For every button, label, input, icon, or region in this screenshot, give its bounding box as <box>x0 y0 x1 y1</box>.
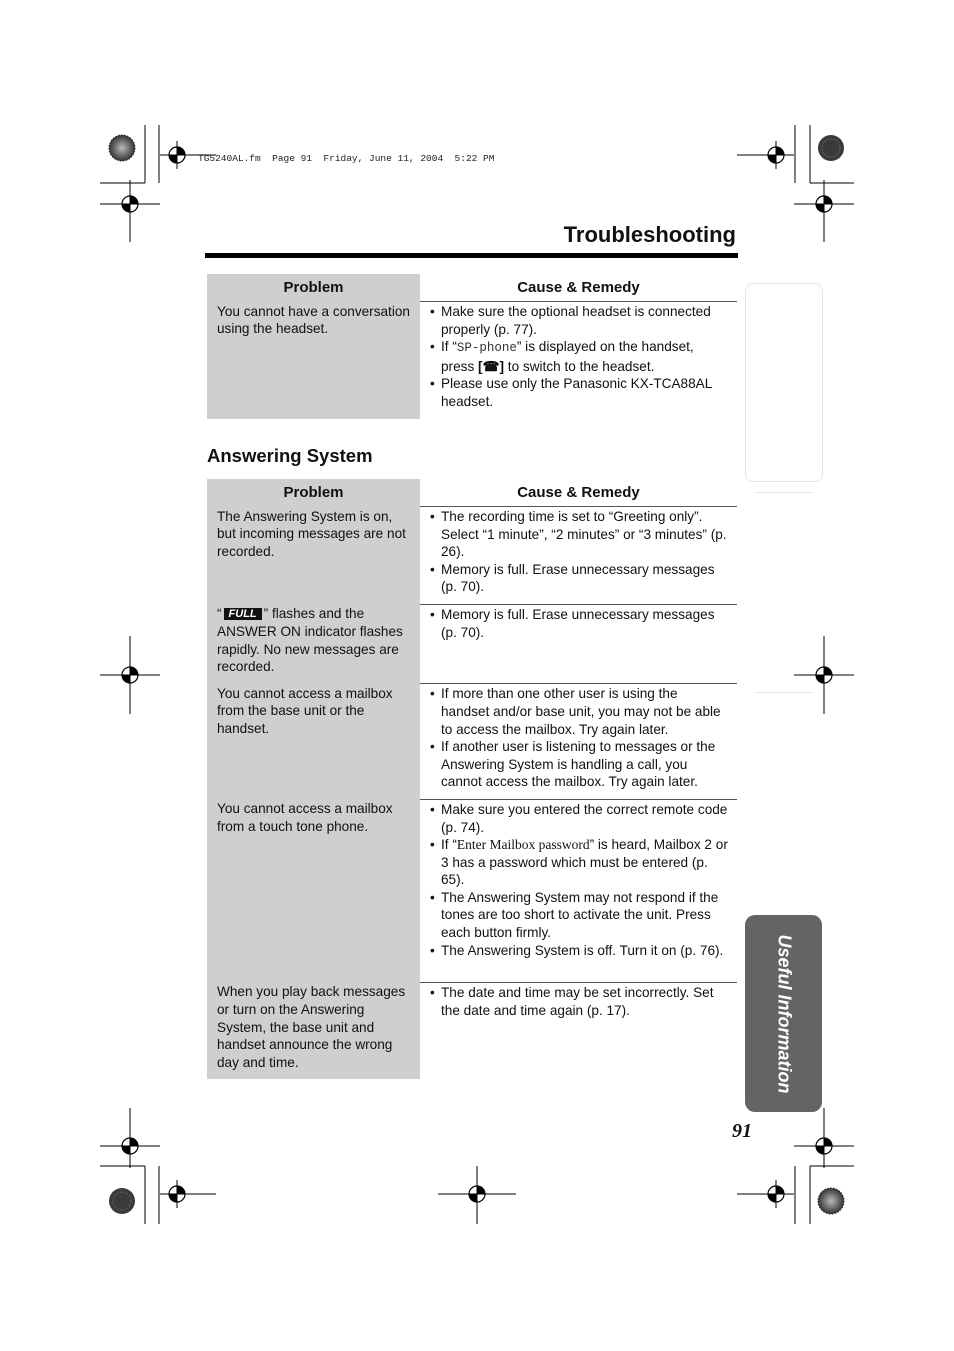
remedy-item: • The Answering System may not respond if the tones are too short to activate the unit. Press each button firmly. <box>430 889 729 942</box>
problem-cell: When you play back messages or turn on the Answering System, the base unit and handset announce the wrong day and time. <box>207 982 420 1079</box>
problem-cell: You cannot have a conversation using the headset. <box>207 302 420 419</box>
target-circle-bottom-right <box>818 1188 844 1214</box>
section-heading-answering-system: Answering System <box>207 445 373 466</box>
side-index-divider <box>755 492 812 493</box>
remedy-list <box>430 508 729 596</box>
crosshair-mark <box>762 141 790 169</box>
remedy-cell <box>420 982 737 1079</box>
crosshair-mark <box>762 1180 790 1208</box>
table-header-row <box>207 274 737 302</box>
remedy-list <box>430 685 729 791</box>
remedy-item: • Memory is full. Erase unnecessary messages (p. 70). <box>430 561 729 596</box>
side-index-box <box>745 283 823 482</box>
remedy-item: • The Answering System is off. Turn it on (p. 76). <box>430 942 729 960</box>
remedy-cell <box>420 604 737 683</box>
crosshair-mark <box>810 1132 838 1160</box>
remedy-list <box>430 303 729 411</box>
section-side-tab <box>745 915 822 1112</box>
crosshair-mark <box>116 1132 144 1160</box>
table-row <box>207 684 737 800</box>
remedy-text: ” is heard, Mailbox 2 or 3 has a password which must be entered (p. 65). <box>441 837 728 888</box>
problem-cell: The Answering System is on, but incoming messages are not recorded. <box>207 507 420 605</box>
target-circle-bottom-left <box>109 1188 135 1214</box>
column-header-cause-remedy: Cause & Remedy <box>420 479 737 507</box>
side-index-divider <box>755 692 812 693</box>
crosshair-mark <box>116 661 144 689</box>
talk-key <box>478 358 504 376</box>
headset-troubleshooting-table <box>207 274 737 419</box>
remedy-cell <box>420 302 737 419</box>
table-header-row <box>207 479 737 507</box>
problem-cell: You cannot access a mailbox from a touch tone phone. <box>207 799 420 982</box>
section-side-tab-label: Useful Information <box>774 933 794 1094</box>
table-row <box>207 604 737 683</box>
target-circle-top-left <box>109 135 135 161</box>
remedy-list <box>430 606 729 641</box>
remedy-item <box>430 338 729 375</box>
problem-cell <box>207 604 420 683</box>
remedy-item: • Make sure the optional headset is connected properly (p. 77). <box>430 303 729 338</box>
key-bracket-close: ] <box>499 358 505 374</box>
remedy-text: ” is displayed on the handset, press <box>441 339 694 374</box>
remedy-item: • The recording time is set to “Greeting only”. Select “1 minute”, “2 minutes” or “3 minutes” (p. 26). <box>430 508 729 561</box>
problem-cell: You cannot access a mailbox from the base unit or the handset. <box>207 684 420 800</box>
print-file-info: TG5240AL.fm Page 91 Friday, June 11, 2004 5:22 PM <box>198 153 495 164</box>
remedy-list <box>430 984 729 1019</box>
page-number: 91 <box>732 1120 752 1142</box>
lcd-display-text: SP-phone <box>456 341 517 356</box>
table-row <box>207 302 737 419</box>
crosshair-mark <box>163 141 191 169</box>
table-row <box>207 507 737 605</box>
remedy-item: • If another user is listening to messages or the Answering System is handling a call, you cannot access the mailbox. Try again later. <box>430 738 729 791</box>
crosshair-mark <box>463 1180 491 1208</box>
crosshair-mark <box>163 1180 191 1208</box>
remedy-cell <box>420 799 737 982</box>
remedy-text: to switch to the headset. <box>504 358 655 374</box>
remedy-item: • The date and time may be set incorrectly. Set the date and time again (p. 17). <box>430 984 729 1019</box>
remedy-item <box>430 836 729 889</box>
table-row <box>207 982 737 1079</box>
remedy-cell <box>420 507 737 605</box>
voice-prompt-text: Enter Mailbox password <box>456 837 590 853</box>
remedy-text: If “ <box>441 837 457 853</box>
remedy-cell <box>420 684 737 800</box>
table-row <box>207 799 737 982</box>
column-header-problem: Problem <box>207 274 420 302</box>
handset-talk-icon: ☎ <box>482 358 500 374</box>
column-header-cause-remedy: Cause & Remedy <box>420 274 737 302</box>
page-title: Troubleshooting <box>563 222 736 247</box>
remedy-item: • Memory is full. Erase unnecessary messages (p. 70). <box>430 606 729 641</box>
column-header-problem: Problem <box>207 479 420 507</box>
problem-text: “ <box>217 606 222 622</box>
remedy-list <box>430 801 729 959</box>
answering-system-table <box>207 479 737 1079</box>
remedy-text: If “ <box>441 339 457 355</box>
title-rule <box>205 253 738 258</box>
crosshair-mark <box>810 661 838 689</box>
key-bracket-open: [ <box>478 358 483 374</box>
remedy-item: • If more than one other user is using the handset and/or base unit, you may not be able to access the mailbox. Try again later. <box>430 685 729 738</box>
remedy-item: • Make sure you entered the correct remote code (p. 74). <box>430 801 729 836</box>
problem-text: ” flashes and the ANSWER ON indicator flashes rapidly. No new messages are recorded. <box>217 606 403 675</box>
full-display-badge: FULL <box>224 608 262 620</box>
remedy-item: • Please use only the Panasonic KX-TCA88AL headset. <box>430 375 729 410</box>
target-circle-top-right <box>818 135 844 161</box>
crosshair-mark <box>116 190 144 218</box>
crosshair-mark <box>810 190 838 218</box>
